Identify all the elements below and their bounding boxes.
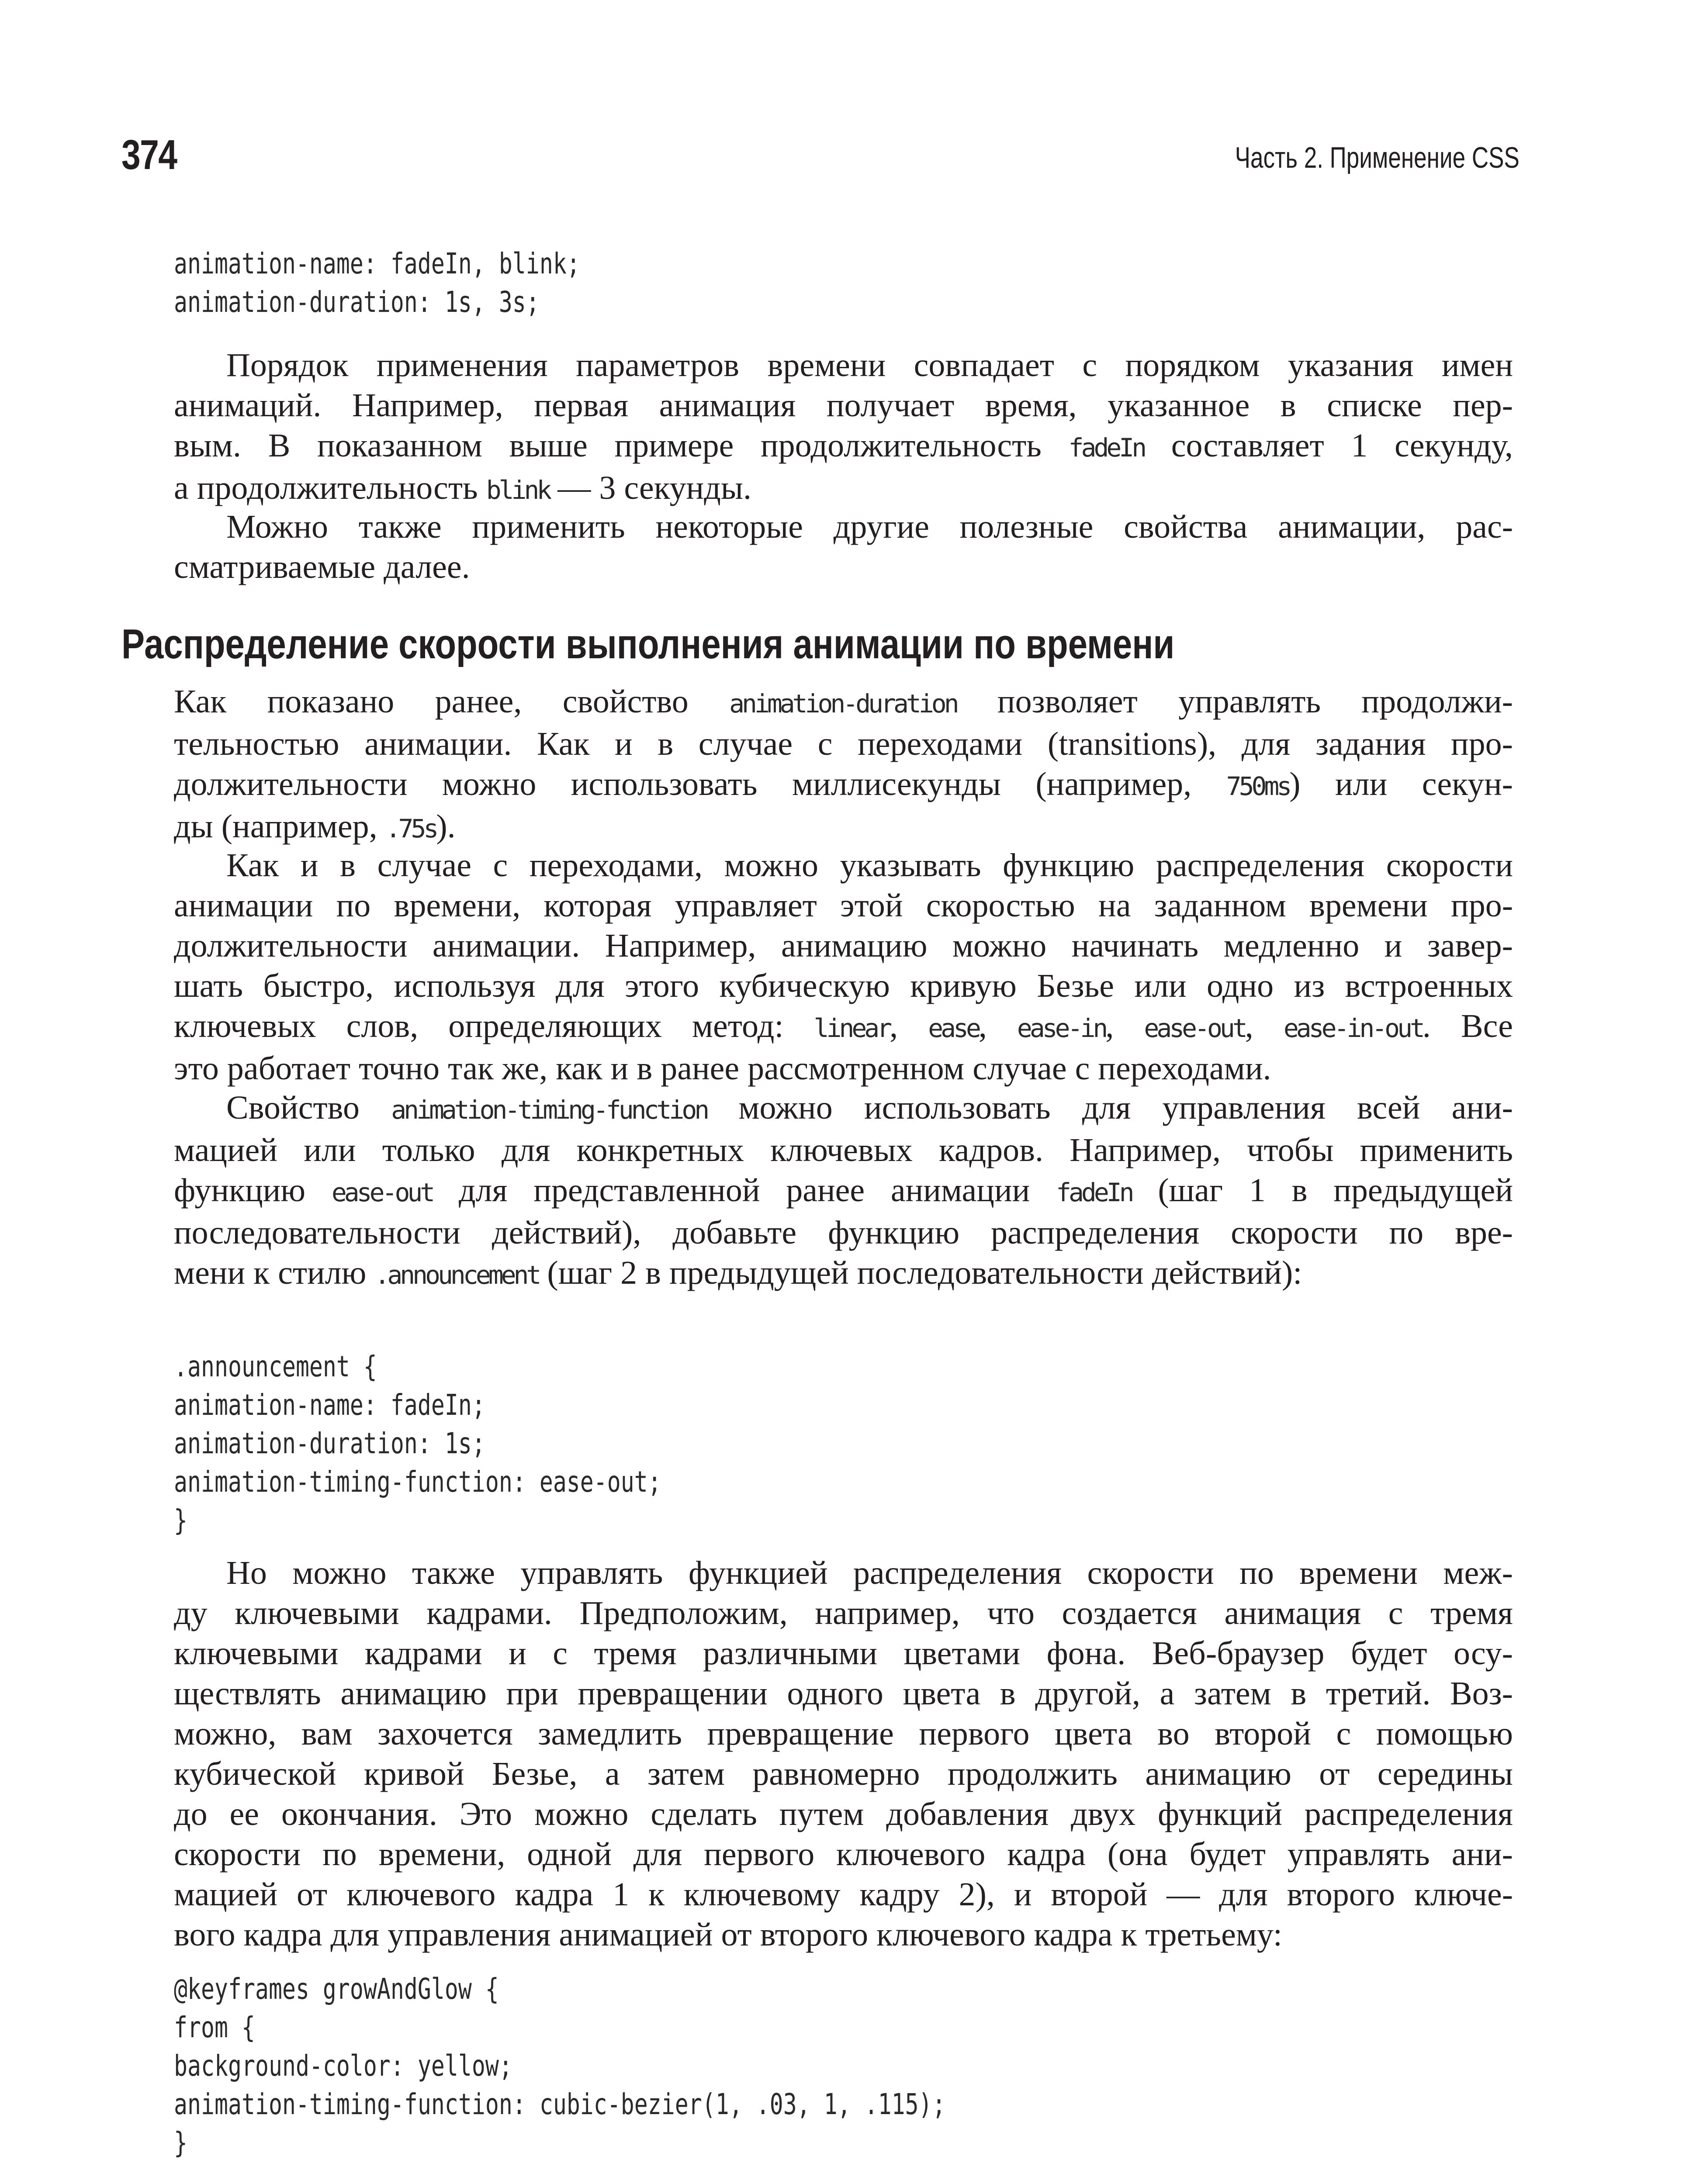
chapter-title: Часть 2. Применение CSS [1235,141,1520,174]
text-fragment: для представленной ранее анимации [433,1172,1056,1209]
code-line: animation-name: fadeIn, blink; [174,247,580,280]
code-block-3 [174,1970,1513,2184]
code-line: .announcement { [174,1350,377,1383]
section-heading: Распределение скорости выполнения анимации по времени [121,621,1175,667]
inline-code: ease-out [331,1178,433,1207]
text-line: Порядок применения параметров времени совпадает с порядком указания имен [226,347,1513,384]
code-line: } [174,2126,188,2160]
text-line [174,806,1513,849]
code-line: @keyframes growAndGlow { [174,1972,499,2006]
text-fragment: (шаг 1 в предыдущей [1132,1172,1513,1209]
text-fragment: можно использовать для управления всей ани- [707,1089,1513,1126]
inline-code-ease: ease [928,1013,979,1043]
text-line [174,1006,1513,1048]
text-line [174,681,1513,724]
code-line: animation-duration: 1s; [174,1427,485,1460]
text-line [174,1170,1513,1213]
text-fragment: ) или секун- [1289,766,1513,802]
inline-code: fadeIn [1068,433,1145,463]
text-line [174,1253,1513,1295]
text-line: можно, вам захочется замедлить превращение первого цвета во второй с помощью [174,1715,1513,1752]
paragraph-5 [174,1088,1513,1295]
text-fragment: должительности можно использовать миллисекунды (например, [174,766,1226,802]
code-line: animation-duration: 1s, 3s; [174,285,540,319]
text-line: шать быстро, используя для этого кубическую кривую Безье или одно из встроенных [174,968,1513,1004]
text-line: скорости по времени, одной для первого ключевого кадра (она будет управлять ани- [174,1836,1513,1873]
separator: , [890,1008,928,1044]
code-line: animation-timing-function: ease-out; [174,1465,661,1499]
text-line: ду ключевыми кадрами. Предположим, например, что создается анимация с тремя [174,1595,1513,1631]
text-line: анимаций. Например, первая анимация получает время, указанное в списке пер- [174,387,1513,424]
text-line: Можно также применить некоторые другие полезные свойства анимации, рас- [226,508,1513,545]
separator: , [1245,1008,1284,1044]
text-fragment: ключевых слов, определяющих метод: [174,1008,814,1044]
code-line-blank [174,2162,1218,2184]
text-line: мацией или только для конкретных ключевых кадров. Например, чтобы применить [174,1132,1513,1168]
text-line: последовательности действий), добавьте функцию распределения скорости по вре- [174,1214,1513,1251]
text-line: ществлять анимацию при превращении одного цвета в другой, а затем в третий. Воз- [174,1675,1513,1712]
text-line: до ее окончания. Это можно сделать путем добавления двух функций распределения [174,1796,1513,1832]
text-fragment: ). [436,808,456,845]
text-fragment: вым. В показанном выше примере продолжительность [174,427,1069,464]
text-fragment: функцию [174,1172,332,1209]
text-line: должительности анимации. Например, анимацию можно начинать медленно и завер- [174,927,1513,964]
text-fragment: Как показано ранее, свойство [174,683,730,720]
paragraph-3 [174,681,1513,849]
text-line [174,425,1513,468]
inline-code: blink [486,475,550,505]
code-line: background-color: yellow; [174,2049,512,2083]
code-line: from { [174,2011,255,2044]
text-line: кубической кривой Безье, а затем равномерно продолжить анимацию от середины [174,1755,1513,1792]
paragraph-1 [174,345,1513,510]
text-fragment: мени к стилю [174,1254,375,1291]
separator: , [978,1008,1017,1044]
text-fragment: . Все [1422,1008,1513,1044]
text-line: сматриваемые далее. [174,549,470,585]
text-line [174,468,1513,510]
paragraph-6 [174,1553,1513,1955]
code-line: animation-name: fadeIn; [174,1388,485,1422]
text-line: Но можно также управлять функцией распределения скорости по времени меж- [226,1555,1513,1591]
code-block-1 [174,245,1513,321]
text-line: вого кадра для управления анимацией от второго ключевого кадра к третьему: [174,1916,1283,1953]
inline-code: fadeIn [1056,1178,1132,1207]
text-line [174,764,1513,806]
code-block-2 [174,1348,1513,1540]
text-fragment: а продолжительность [174,470,486,506]
separator: , [1105,1008,1144,1044]
text-fragment: ды (например, [174,808,386,845]
text-line: Как и в случае с переходами, можно указывать функцию распределения скорости [226,847,1513,884]
text-fragment: Свойство [226,1089,391,1126]
text-line: тельностью анимации. Как и в случае с переходами (transitions), для задания про- [174,726,1513,762]
running-header [121,131,1520,188]
text-fragment: — 3 секунды. [549,470,751,506]
inline-code-ease-in: ease-in [1017,1013,1106,1043]
text-fragment: (шаг 2 в предыдущей последовательности действий): [539,1254,1302,1291]
text-line: мацией от ключевого кадра 1 к ключевому кадру 2), и второй — для второго ключе- [174,1876,1513,1913]
inline-code-ease-out: ease-out [1144,1013,1245,1043]
text-line: анимации по времени, которая управляет этой скоростью на заданном времени про- [174,887,1513,924]
paragraph-2 [174,507,1513,587]
text-line: ключевыми кадрами и с тремя различными цветами фона. Веб-браузер будет осу- [174,1635,1513,1672]
inline-code: .announcement [374,1260,539,1290]
inline-code: .75s [385,814,436,843]
code-line: } [174,1503,188,1537]
text-fragment: позволяет управлять продолжи- [956,683,1513,720]
inline-code: animation-timing-function [391,1095,707,1125]
text-line [174,1088,1513,1130]
code-line: animation-timing-function: cubic-bezier(1, .03, 1, .115); [174,2087,946,2121]
inline-code-ease-in-out: ease-in-out [1283,1013,1423,1043]
inline-code-linear: linear [813,1013,890,1043]
text-fragment: составляет 1 секунду, [1144,427,1513,464]
inline-code: animation-duration [729,689,957,719]
paragraph-4 [174,845,1513,1089]
text-line: это работает точно так же, как и в ранее рассмотренном случае с переходами. [174,1050,1271,1087]
inline-code: 750ms [1226,771,1290,801]
page-number: 374 [121,131,177,178]
